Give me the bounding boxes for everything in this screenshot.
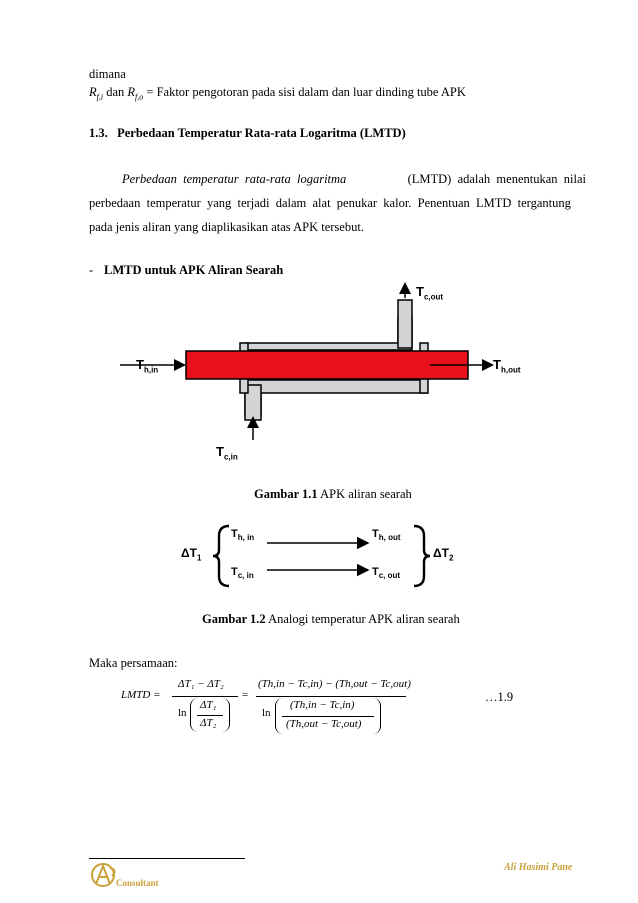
paragraph-line-2: perbedaan temperatur yang terjadi dalam alat penukar kalor. Penentuan LMTD tergantung xyxy=(89,196,571,210)
eq-numerator-2: (Th,in − Tc,in) − (Th,out − Tc,out) xyxy=(258,678,411,690)
eq-numerator-1: ΔT₁ − ΔT₂ xyxy=(178,678,224,690)
eq-fraction-bar-2 xyxy=(256,696,406,697)
eq-inner-den-1: ΔT₂ xyxy=(200,717,217,729)
eq-equals: = xyxy=(242,689,249,701)
label-tc-in-2: $T_{c, in}$ xyxy=(231,566,254,581)
eq-ln-1: ln xyxy=(178,707,187,719)
equation-number: …1.9 xyxy=(485,690,514,704)
paragraph-line-3: pada jenis aliran yang diaplikasikan atas APK tersebut. xyxy=(89,220,364,234)
label-th-in: $T_{h,in}$ xyxy=(136,357,159,375)
label-delta-t2: $\Delta T_2$ xyxy=(433,546,454,563)
label-delta-t1: $\Delta T_1$ xyxy=(181,546,202,563)
para-line1-rest: (LMTD) adalah menentukan nilai xyxy=(401,172,586,186)
para-italic-term: Perbedaan temperatur rata-rata logaritma xyxy=(122,172,347,186)
label-tc-out-2: $T_{c, out}$ xyxy=(372,566,401,581)
figure-1-2-caption: Gambar 1.2 Analogi temperatur APK aliran searah xyxy=(202,612,460,626)
rf-sub2: f,o xyxy=(135,92,144,102)
eq-inner-num-1: ΔT₁ xyxy=(200,699,217,711)
equation-lhs: LMTD = xyxy=(121,689,161,701)
figure-1-1-caption: Gambar 1.1 APK aliran searah xyxy=(254,487,412,501)
footer-author: Ali Hasimi Pane xyxy=(504,862,573,873)
label-tc-in: $T_{c,in}$ xyxy=(216,444,238,462)
shell-lower xyxy=(245,380,427,415)
eq-inner-bar-2 xyxy=(282,716,374,717)
rf-mid: dan xyxy=(103,85,128,99)
outlet-nozzle xyxy=(398,300,412,348)
rf-rest: = Faktor pengotoran pada sisi dalam dan luar dinding tube APK xyxy=(143,85,466,99)
maka-persamaan: Maka persamaan: xyxy=(89,656,178,670)
eq-inner-bar-1 xyxy=(197,715,223,716)
shell-upper xyxy=(245,317,412,350)
hot-tube xyxy=(186,351,468,379)
footer-rule xyxy=(89,858,245,859)
rf-sub1: f,i xyxy=(96,92,104,102)
label-th-in-2: $T_{h, in}$ xyxy=(231,528,255,543)
label-th-out-2: $T_{h, out}$ xyxy=(372,528,401,543)
eq-ln-2: ln xyxy=(262,707,271,719)
eq-fraction-bar-1 xyxy=(172,696,238,697)
eq-inner-den-2: (Th,out − Tc,out) xyxy=(286,718,362,730)
shell-body xyxy=(245,317,412,340)
rf-sym2: R xyxy=(127,85,136,99)
footer-consultant: Consultant xyxy=(116,878,159,888)
eq-inner-num-2: (Th,in − Tc,in) xyxy=(290,699,355,711)
dimana-text: dimana xyxy=(89,67,126,81)
bullet-heading: LMTD untuk APK Aliran Searah xyxy=(104,263,284,277)
label-th-out: $T_{h,out}$ xyxy=(493,357,521,375)
section-heading: 1.3. Perbedaan Temperatur Rata-rata Logaritma (LMTD) xyxy=(89,126,406,140)
bullet-dash: - xyxy=(89,263,94,277)
label-tc-out: $T_{c,out}$ xyxy=(416,284,444,302)
rf-sym1: R xyxy=(89,85,97,99)
